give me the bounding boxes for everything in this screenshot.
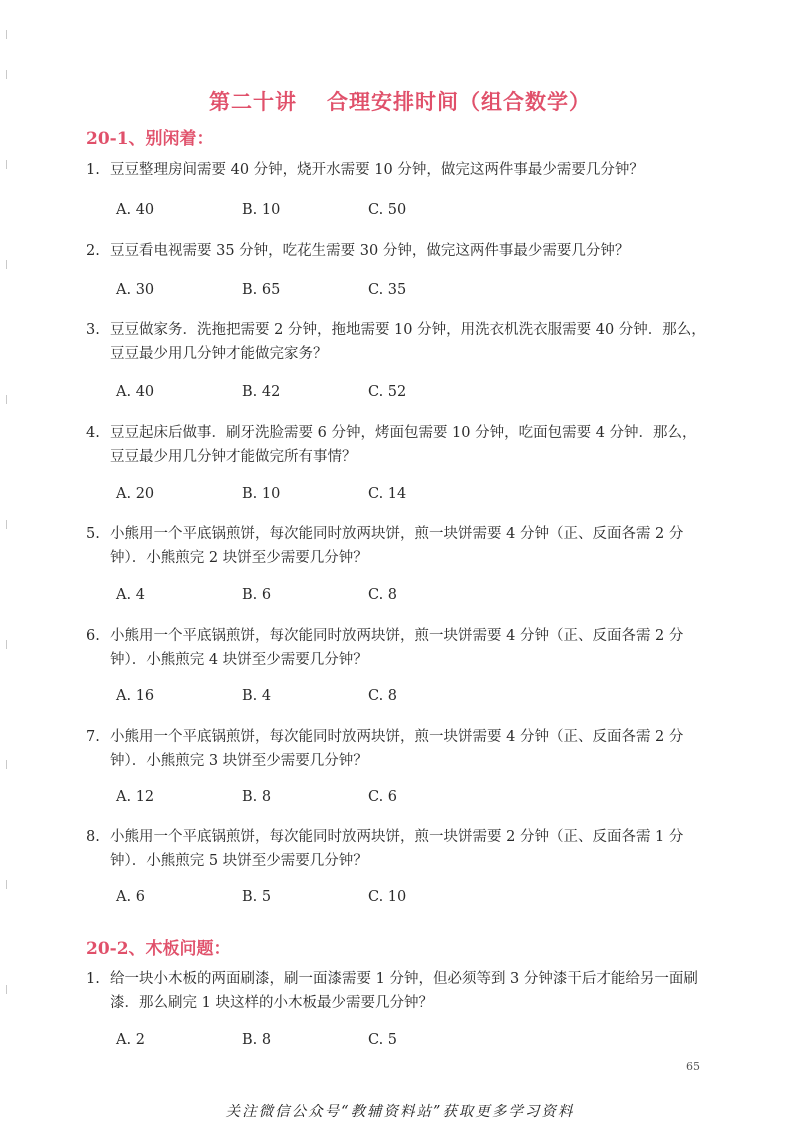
- lecture-subtitle: 合理安排时间（组合数学）: [327, 89, 591, 114]
- question-number: 4.: [86, 425, 100, 441]
- option-b: B. 65: [242, 282, 281, 298]
- question-number: 6.: [86, 628, 100, 644]
- margin-tick: [6, 520, 7, 529]
- option-b: B. 42: [242, 384, 281, 400]
- question-number: 1.: [86, 971, 100, 987]
- question-7: [86, 725, 706, 773]
- margin-tick: [6, 880, 7, 889]
- binding-margin: [6, 0, 10, 1131]
- question-number: 5.: [86, 526, 100, 542]
- question-8: [86, 825, 706, 873]
- question-number: 2.: [86, 243, 100, 259]
- question-6: [86, 624, 706, 672]
- margin-tick: [6, 985, 7, 994]
- option-b: B. 8: [242, 789, 272, 805]
- option-a: A. 2: [116, 1032, 145, 1048]
- question-text: 豆豆起床后做事．刷牙洗脸需要 6 分钟，烤面包需要 10 分钟，吃面包需要 4 分钟．那么，豆豆最少用几分钟才能做完所有事情？: [110, 425, 697, 465]
- lecture-title: [0, 86, 800, 116]
- option-a: A. 16: [116, 688, 155, 704]
- question-number: 1.: [86, 162, 100, 178]
- question-1: [86, 158, 706, 182]
- margin-tick: [6, 395, 7, 404]
- question-text: 小熊用一个平底锅煎饼，每次能同时放两块饼，煎一块饼需要 4 分钟（正、反面各需 2 分钟）．小熊煎完 2 块饼至少需要几分钟？: [110, 526, 684, 566]
- question-text: 给一块小木板的两面刷漆，刷一面漆需要 1 分钟，但必须等到 3 分钟漆干后才能给另一面刷漆．那么刷完 1 块这样的小木板最少需要几分钟？: [110, 971, 698, 1011]
- option-a: A. 30: [116, 282, 155, 298]
- footer-note: 关注微信公众号“教辅资料站”获取更多学习资料: [225, 1104, 575, 1120]
- margin-tick: [6, 760, 7, 769]
- option-b: B. 6: [242, 587, 272, 603]
- section-title-20-1: 20-1、别闲着：: [86, 129, 214, 149]
- option-a: A. 40: [116, 384, 155, 400]
- question-text: 豆豆看电视需要 35 分钟，吃花生需要 30 分钟，做完这两件事最少需要几分钟？: [110, 243, 630, 259]
- option-c: C. 14: [368, 486, 407, 502]
- option-c: C. 5: [368, 1032, 398, 1048]
- option-b: B. 10: [242, 202, 281, 218]
- option-c: C. 10: [368, 889, 407, 905]
- margin-tick: [6, 260, 7, 269]
- question-text: 豆豆整理房间需要 40 分钟，烧开水需要 10 分钟，做完这两件事最少需要几分钟？: [110, 162, 644, 178]
- option-a: A. 4: [116, 587, 145, 603]
- option-c: C. 8: [368, 587, 398, 603]
- lecture-number: 第二十讲: [209, 89, 297, 114]
- option-b: B. 8: [242, 1032, 272, 1048]
- option-a: A. 6: [116, 889, 145, 905]
- question-5: [86, 522, 706, 570]
- margin-tick: [6, 70, 7, 79]
- question-number: 7.: [86, 729, 100, 745]
- question-number: 3.: [86, 322, 100, 338]
- option-a: A. 20: [116, 486, 155, 502]
- option-c: C. 35: [368, 282, 407, 298]
- option-c: C. 52: [368, 384, 407, 400]
- question-text: 小熊用一个平底锅煎饼，每次能同时放两块饼，煎一块饼需要 4 分钟（正、反面各需 2 分钟）．小熊煎完 4 块饼至少需要几分钟？: [110, 628, 684, 668]
- margin-tick: [6, 30, 7, 39]
- option-b: B. 5: [242, 889, 272, 905]
- question-9: [86, 967, 706, 1015]
- option-c: C. 6: [368, 789, 398, 805]
- question-number: 8.: [86, 829, 100, 845]
- question-text: 小熊用一个平底锅煎饼，每次能同时放两块饼，煎一块饼需要 2 分钟（正、反面各需 1 分钟）．小熊煎完 5 块饼至少需要几分钟？: [110, 829, 684, 869]
- option-c: C. 8: [368, 688, 398, 704]
- option-b: B. 10: [242, 486, 281, 502]
- section-title-20-2: 20-2、木板问题：: [86, 939, 231, 959]
- page-number: 65: [686, 1060, 700, 1073]
- option-a: A. 40: [116, 202, 155, 218]
- question-text: 豆豆做家务．洗拖把需要 2 分钟，拖地需要 10 分钟，用洗衣机洗衣服需要 40 分钟．那么，豆豆最少用几分钟才能做完家务？: [110, 322, 706, 362]
- margin-tick: [6, 640, 7, 649]
- question-text: 小熊用一个平底锅煎饼，每次能同时放两块饼，煎一块饼需要 4 分钟（正、反面各需 2 分钟）．小熊煎完 3 块饼至少需要几分钟？: [110, 729, 684, 769]
- margin-tick: [6, 160, 7, 169]
- option-c: C. 50: [368, 202, 407, 218]
- question-2: [86, 239, 706, 263]
- option-a: A. 12: [116, 789, 155, 805]
- option-b: B. 4: [242, 688, 272, 704]
- question-4: [86, 421, 706, 469]
- question-3: [86, 318, 706, 366]
